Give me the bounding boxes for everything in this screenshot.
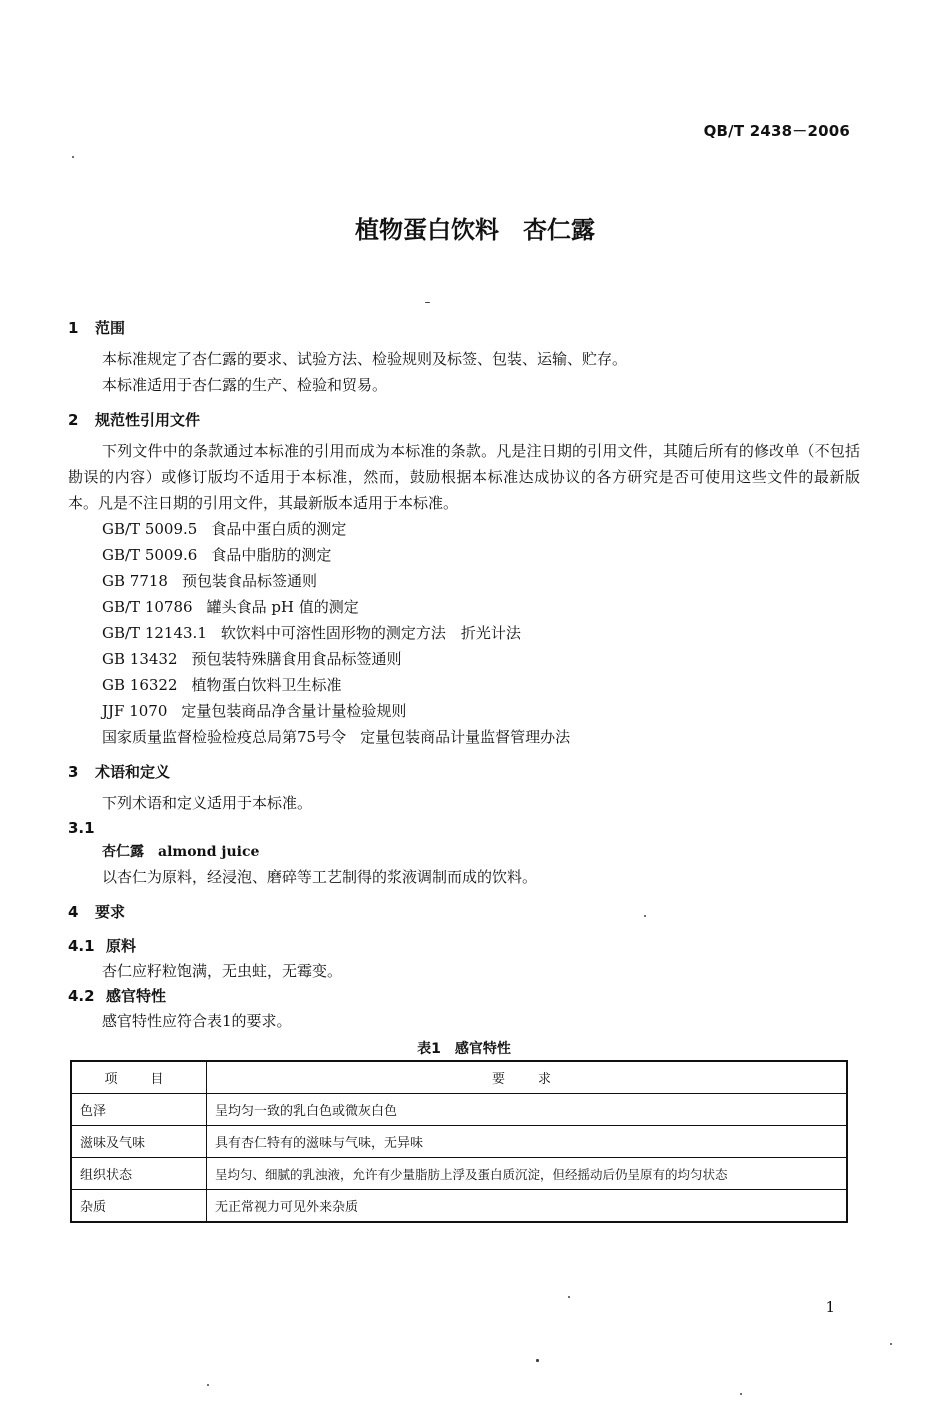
paragraph: 本标准适用于杏仁露的生产、检验和贸易。 xyxy=(102,376,388,394)
scan-speck xyxy=(536,1359,539,1362)
paragraph-rest: 修改单（不包括勘误的内容）或修订版均不适用于本标准，然而，鼓励根据本标准达成协议的各方研究是否可使用这些文件的最新版本。凡是不注日期的引用文件，其最新版本适用于本标准。 xyxy=(68,442,860,512)
reference-item xyxy=(102,568,860,594)
table-caption: 表1 感官特性 xyxy=(417,1041,511,1057)
reference-code: GB/T 12143.1 xyxy=(102,624,207,642)
table-row xyxy=(71,1190,847,1223)
reference-code: GB/T 5009.6 xyxy=(102,546,198,564)
reference-title: 定量包装商品计量监督管理办法 xyxy=(360,728,571,746)
standard-code: QB/T 2438－2006 xyxy=(703,122,850,140)
paragraph-first-line: 下列文件中的条款通过本标准的引用而成为本标准的条款。凡是注日期的引用文件，其随后所有的 xyxy=(102,442,754,460)
scan-speck xyxy=(644,915,646,917)
table-row xyxy=(71,1158,847,1190)
table-cell-requirement: 呈均匀、细腻的乳浊液，允许有少量脂肪上浮及蛋白质沉淀，但经摇动后仍呈原有的均匀状态 xyxy=(207,1158,848,1190)
scan-speck xyxy=(207,1384,209,1386)
subsection-4-2-heading xyxy=(68,984,860,1008)
table-cell-requirement: 无正常视力可见外来杂质 xyxy=(207,1190,848,1223)
document-body xyxy=(68,316,860,1223)
reference-code: GB 16322 xyxy=(102,676,178,694)
reference-code: JJF 1070 xyxy=(102,702,168,720)
page-number: 1 xyxy=(825,1298,835,1316)
reference-code: GB 13432 xyxy=(102,650,178,668)
scan-speck xyxy=(72,156,74,158)
section-number: 2 xyxy=(68,411,79,429)
section-4-heading xyxy=(68,900,860,924)
scan-speck xyxy=(568,1296,570,1298)
table-row xyxy=(71,1094,847,1126)
paragraph xyxy=(68,438,860,516)
reference-item xyxy=(102,672,860,698)
term-chinese: 杏仁露 xyxy=(102,844,144,860)
section-1-heading xyxy=(68,316,860,340)
table-cell-item: 组织状态 xyxy=(71,1158,207,1190)
section-title: 要求 xyxy=(95,903,126,921)
reference-title: 软饮料中可溶性固形物的测定方法 折光计法 xyxy=(220,624,521,642)
subsection-4-1-heading xyxy=(68,934,860,958)
section-number: 3 xyxy=(68,763,79,781)
section-2-heading xyxy=(68,408,860,432)
scan-speck xyxy=(425,302,430,303)
reference-code: GB/T 10786 xyxy=(102,598,193,616)
document-title: 植物蛋白饮料 杏仁露 xyxy=(355,216,595,244)
term-definition: 以杏仁为原料，经浸泡、磨碎等工艺制得的浆液调制而成的饮料。 xyxy=(102,868,538,886)
subsection-number: 4.2 xyxy=(68,987,95,1005)
scan-speck xyxy=(740,1393,742,1395)
section-3-heading xyxy=(68,760,860,784)
scan-speck xyxy=(890,1343,892,1345)
paragraph: 本标准规定了杏仁露的要求、试验方法、检验规则及标签、包装、运输、贮存。 xyxy=(102,350,628,368)
reference-item xyxy=(102,542,860,568)
paragraph: 下列术语和定义适用于本标准。 xyxy=(102,794,313,812)
reference-item xyxy=(102,646,860,672)
reference-code: GB 7718 xyxy=(102,572,168,590)
reference-title: 预包装食品标签通则 xyxy=(181,572,317,590)
paragraph: 感官特性应符合表1的要求。 xyxy=(102,1012,292,1030)
reference-title: 食品中蛋白质的测定 xyxy=(211,520,347,538)
subsection-3-1-number: 3.1 xyxy=(68,819,95,837)
reference-item xyxy=(102,724,860,750)
section-title: 术语和定义 xyxy=(95,763,171,781)
reference-title: 罐头食品 pH 值的测定 xyxy=(206,598,359,616)
reference-item xyxy=(102,594,860,620)
term-entry xyxy=(68,840,860,864)
reference-title: 食品中脂肪的测定 xyxy=(211,546,332,564)
paragraph: 杏仁应籽粒饱满，无虫蛀，无霉变。 xyxy=(102,962,343,980)
reference-title: 植物蛋白饮料卫生标准 xyxy=(191,676,342,694)
table-cell-item: 杂质 xyxy=(71,1190,207,1223)
reference-title: 预包装特殊膳食用食品标签通则 xyxy=(191,650,402,668)
table-cell-item: 滋味及气味 xyxy=(71,1126,207,1158)
table-cell-item: 色泽 xyxy=(71,1094,207,1126)
section-title: 规范性引用文件 xyxy=(95,411,201,429)
reference-code: GB/T 5009.5 xyxy=(102,520,198,538)
reference-item xyxy=(102,516,860,542)
subsection-number: 4.1 xyxy=(68,937,95,955)
table-cell-requirement: 具有杏仁特有的滋味与气味，无异味 xyxy=(207,1126,848,1158)
section-number: 1 xyxy=(68,319,79,337)
normative-references-list xyxy=(68,516,860,750)
reference-item xyxy=(102,620,860,646)
section-number: 4 xyxy=(68,903,79,921)
table-header-row xyxy=(71,1061,847,1094)
reference-code: 国家质量监督检验检疫总局第75号令 xyxy=(102,728,347,746)
column-header-item: 项 目 xyxy=(71,1061,207,1094)
subsection-title: 原料 xyxy=(106,937,137,955)
column-header-requirement: 要 求 xyxy=(207,1061,848,1094)
reference-item xyxy=(102,698,860,724)
section-title: 范围 xyxy=(95,319,126,337)
table-cell-requirement: 呈均匀一致的乳白色或微灰白色 xyxy=(207,1094,848,1126)
subsection-title: 感官特性 xyxy=(106,987,167,1005)
term-english: almond juice xyxy=(158,844,260,860)
reference-title: 定量包装商品净含量计量检验规则 xyxy=(181,702,407,720)
table-row xyxy=(71,1126,847,1158)
sensory-table xyxy=(70,1060,848,1223)
